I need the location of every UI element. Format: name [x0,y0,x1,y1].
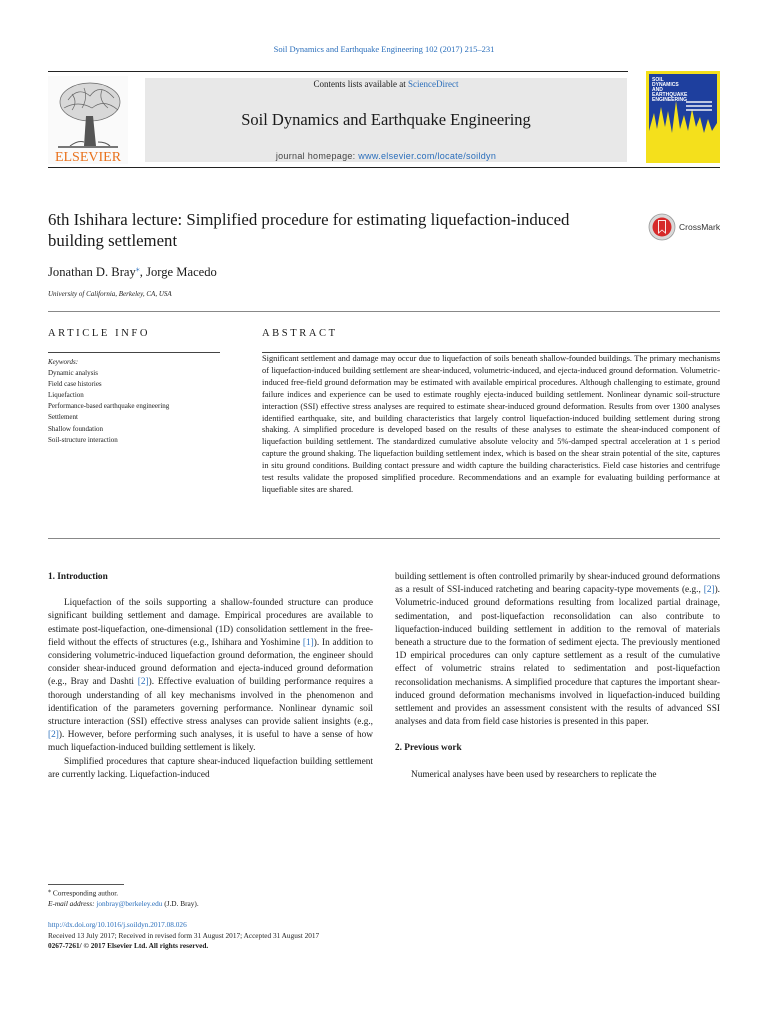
keyword-item: Liquefaction [48,391,84,400]
crossmark-label: CrossMark [679,222,721,232]
received-dates: Received 13 July 2017; Received in revised form 31 August 2017; Accepted 31 August 2017 [48,930,320,940]
cover-title-line: AND [652,87,663,93]
reference-link[interactable]: [2] [137,677,149,688]
footnote-text: Corresponding author. [51,888,119,898]
email-link[interactable]: jonbray@berkeley.edu [96,898,163,908]
homepage-link[interactable]: www.elsevier.com/locate/soildyn [358,151,497,161]
author-name: Jorge Macedo [146,265,217,280]
paragraph-text: ). Volumetric-induced ground deformations resulting from localized partial drainage, sedimentation, and post-liquefaction reconsolidation can also contribute to liquefaction-induced building settlement in addition to the removal of materials beneath a structure due to the formation of sediment ejecta. The previously mentioned 1D empirical procedures can only capture settlement as a result of the cumulative effect of volumetric strains related to sedimentation and post-liquefaction reconsolidation mechanisms. A simplified procedure that captures the important shear-induced ground deformation mechanisms involved in liquefaction-induced building settlement and provides an assessment consistent with the results of advanced SSI analyses and data from field case histories is presented in this paper. [395,585,720,728]
keyword-item: Field case histories [48,380,102,389]
journal-citation[interactable]: Soil Dynamics and Earthquake Engineering 102 (2017) 215–231 [273,44,495,54]
author-separator: , [139,265,147,280]
paragraph-text: Liquefaction of the soils supporting a shallow-founded structure can produce significant building settlement and damage. Empirical procedures are available to estimate post-liquefaction, one-dimensional (1D) consolidation settlement in the free-field without the effects of structures (e.g., Ishihara and Yoshimine [48,598,373,648]
section-rule [48,311,720,312]
contents-line [145,79,627,89]
cover-title-line: ENGINEERING [652,97,688,103]
footnote [48,886,199,909]
doi-block [48,920,319,952]
contents-prefix: Contents lists available at [313,79,408,89]
body-column-right [395,571,720,782]
paragraph-text: ). Effective evaluation of building performance requires a thorough understanding of all key mechanisms involved in the phenomenon and identification of the parameters governing performance. Nonlinear dynamic soil structure interaction (SSI) effective stress analyses can provide salient insights (e.g., [48,677,373,728]
keywords-list [48,357,228,446]
crossmark-icon [648,213,676,241]
reference-link[interactable]: [2] [703,585,715,596]
doi-link[interactable]: http://dx.doi.org/10.1016/j.soildyn.2017.08.026 [48,920,187,929]
corresponding-author-mark[interactable]: ⁎ [135,264,140,273]
email-suffix: (J.D. Bray). [162,898,199,908]
homepage-prefix: journal homepage: [275,151,359,161]
keyword-item: Shallow foundation [48,424,104,433]
abstract-text: Significant settlement and damage may occur due to liquefaction of soils beneath shallow-founded buildings. The primary mechanisms of liquefaction-induced building settlement are shear-induced, volumetric-induced, and ejecta-induced ground deformation. Volumetric-induced free-field ground deformation may be estimated with available empirical procedures. Although challenging to estimate, ground failure indices and experience can be used to estimate roughly ejecta-induced building settlement. Nonlinear dynamic soil-structure interaction (SSI) effective stress analyses are required to estimate shear-induced ground deformation. Results from over 1300 analyses identified earthquake, site, and building characteristics that largely control liquefaction-induced building settlement during strong shaking. A simplified procedure is developed based on the results of these analyses to estimate the shear-induced component of liquefaction building settlement. The standardized cumulative absolute velocity and 5%-damped spectral acceleration at 1 s period capture the ground shaking. The liquefaction building settlement index, which is based on the shear strain potential of the site, captures in situ ground conditions. Building contact pressure and width capture the building characteristics. Field case histories and centrifuge test results validate the proposed simplified procedure. Recommendations and an example for evaluating building performance at liquefiable sites are shared. [262,354,720,494]
section-heading: 1. Introduction [48,572,108,582]
reference-link[interactable]: [2] [48,730,59,741]
keyword-item: Soil-structure interaction [48,435,118,444]
paragraph: Simplified procedures that capture shear-induced liquefaction building settlement are currently lacking. Liquefaction-induced [48,756,373,780]
article-info-heading: ARTICLE INFO [48,328,151,339]
cover-title-line: SOIL [652,77,664,83]
affiliation: University of California, Berkeley, CA, USA [48,290,172,298]
elsevier-logo [48,76,128,164]
paragraph-text: ). In addition to considering volumetric-induced liquefaction ground deformation, the engineer should consider shear-induced ground deformation and ejecta-induced ground deformation (e.g., Bray and Dashti [48,637,373,688]
keyword-item: Settlement [48,413,78,422]
keyword-item: Performance-based earthquake engineering [48,402,170,411]
section-heading: 2. Previous work [395,743,462,754]
paragraph-text: ). However, before performing such analyses, it is useful to have a sense of how much liquefaction-induced building settlement is likely. [48,730,373,754]
abstract-heading: ABSTRACT [262,328,338,339]
cover-title-line: DYNAMICS [652,82,679,88]
homepage-line [145,151,627,161]
journal-title: Soil Dynamics and Earthquake Engineering [241,110,531,129]
copyright-line: 0267-7261/ © 2017 Elsevier Ltd. All rights reserved. [48,941,209,950]
paragraph [48,597,373,755]
masthead-rule [48,167,720,168]
keyword-item: Dynamic analysis [48,369,98,378]
body-column-left [48,571,373,782]
header-rule [48,71,628,72]
author-name: Jonathan D. Bray [48,265,136,280]
email-label: E-mail address: [48,898,97,908]
article-title: 6th Ishihara lecture: Simplified procedure for estimating liquefaction-induced building settlement [48,210,570,250]
reference-link[interactable]: [1] [302,637,314,648]
crossmark-badge[interactable] [648,213,726,243]
elsevier-logo-text: ELSEVIER [54,150,122,164]
footnote-mark: ⁎ [48,888,52,894]
author-list [48,264,217,280]
journal-cover[interactable] [646,71,720,163]
paragraph: Numerical analyses have been used by researchers to replicate the [411,769,657,780]
paragraph-text: building settlement is often controlled primarily by shear-induced ground deformations as a result of SSI-induced ratcheting and bearing capacity-type movements (e.g., [395,572,720,596]
keywords-label: Keywords: [48,358,79,366]
paragraph [395,571,720,729]
footnote-rule [48,884,124,885]
sciencedirect-link[interactable]: ScienceDirect [408,79,459,89]
cover-title-line: EARTHQUAKE [652,92,688,98]
article-info-rule [48,352,220,353]
section-rule [48,538,720,539]
